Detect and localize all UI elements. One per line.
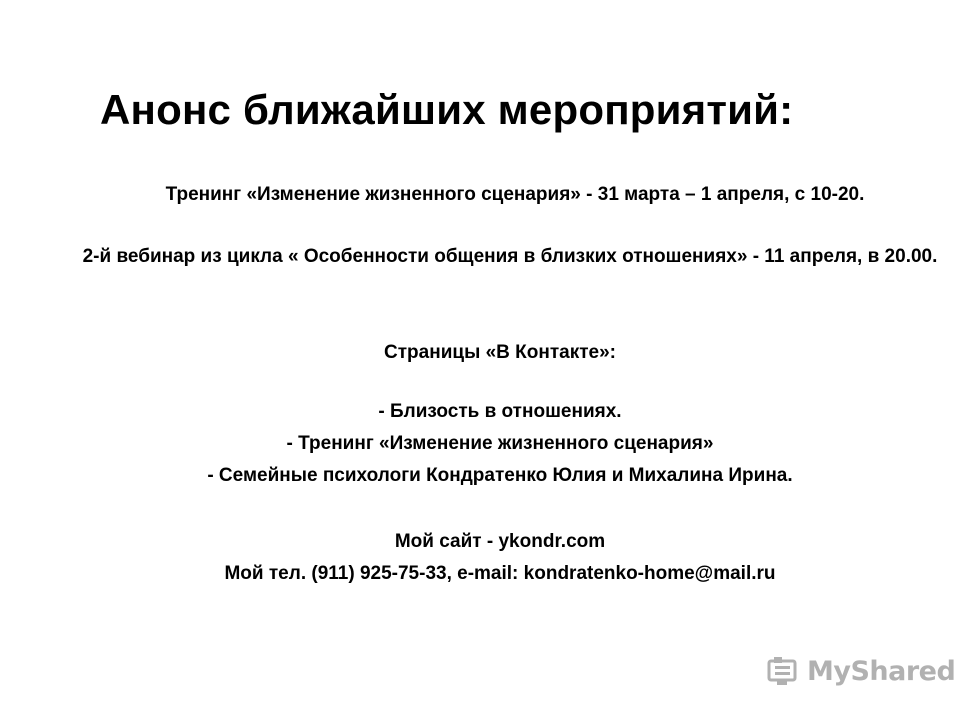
myshared-watermark	[767, 654, 955, 688]
vk-page-item: - Близость в отношениях.	[378, 401, 622, 422]
vk-page-item: - Тренинг «Изменение жизненного сценария»	[286, 433, 714, 454]
vk-page-item: - Семейные психологи Кондратенко Юлия и Михалина Ирина.	[207, 465, 793, 486]
myshared-logo-icon	[767, 654, 801, 688]
watermark-text: MyShared	[807, 655, 956, 687]
slide-title: Анонс ближайших мероприятий:	[100, 86, 794, 133]
event-webinar: 2-й вебинар из цикла « Особенности общения в близких отношениях» - 11 апреля, в 20.00.	[82, 246, 938, 267]
event-training: Тренинг «Изменение жизненного сценария» - 31 марта – 1 апреля, с 10-20.	[165, 184, 865, 205]
site-line: Мой сайт - ykondr.com	[394, 531, 606, 552]
vk-heading: Страницы «В Контакте»:	[384, 342, 616, 363]
contact-line: Мой тел. (911) 925-75-33, e-mail: kondratenko-home@mail.ru	[224, 563, 776, 584]
